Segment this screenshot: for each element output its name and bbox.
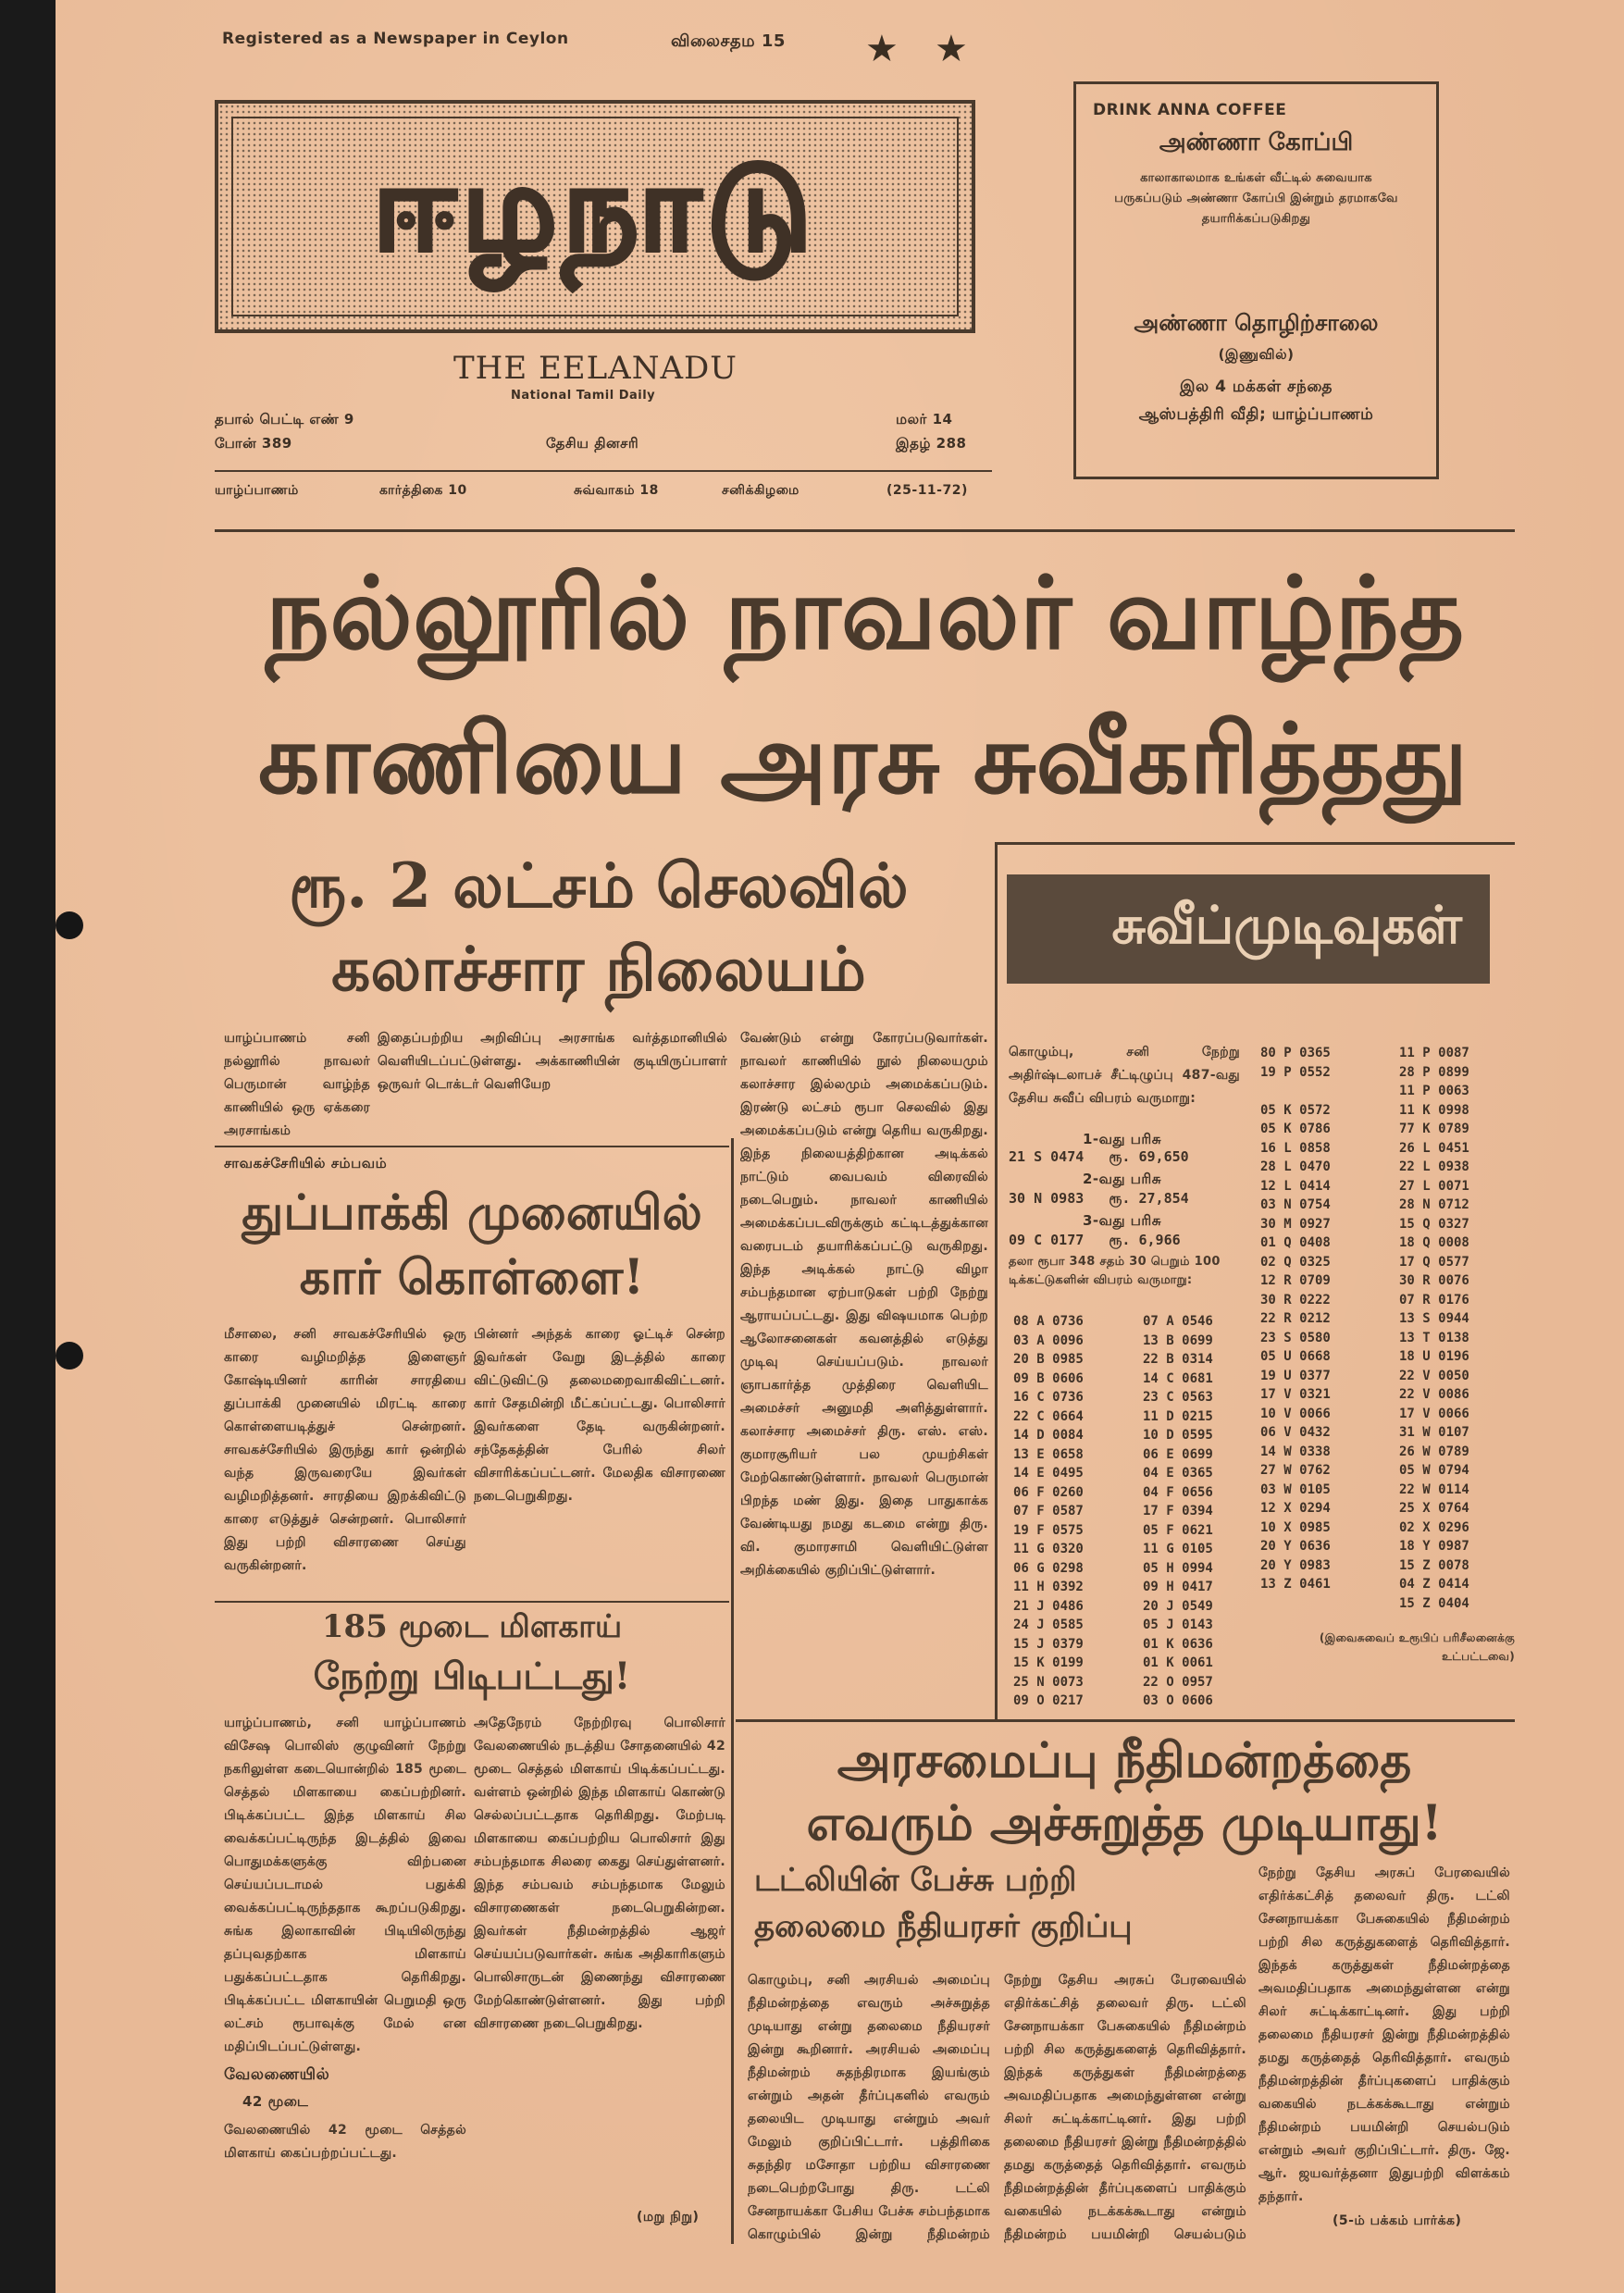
- ad-body: காலாகாலமாக உங்கள் வீட்டில் சுவையாக பருகப்படும் அண்ணா கோப்பி இன்றும் தரமாகவே தயாரிக்கப்படுகிறது: [1114, 171, 1398, 226]
- lead-story-col-3: வேண்டும் என்று கோரப்படுவார்கள். நாவலர் காணியில் நூல் நிலையமும் கலாச்சார இல்லமும் அமைக்கப்படும். இரண்டு லட்சம் ரூபா செலவில் இது அமைக்கப்படும் என்று தெரிய வருகிறது. இந்த நிலையத்திற்கான அடிக்கல் நாட்டும் வைபவம் விரைவில் நடைபெறும். நாவலர் காணியில் அமைக்கப்படவிருக்கும் கட்டிடத்துக்கான வரைபடம் தயாரிக்கப்பட்டு வருகிறது. இந்த அடிக்கல் நாட்டு விழா சம்பந்தமான ஏற்பாடுகள் பற்றி நேற்று ஆராயப்பட்டது. இது விஷயமாக பெற்ற ஆலோசனைகள் கவனத்தில் எடுத்து முடிவு செய்யப்படும். நாவலர் ஞாபகார்த்த முத்திரை வெளியிட அமைச்சர் அனுமதி அளித்துள்ளார். கலாச்சார அமைச்சர் திரு. எஸ். எஸ். குமாரசூரியர் பல முயற்சிகள் மேற்கொண்டுள்ளார். நாவலர் பெருமான் பிறந்த மண் இது. இதை பாதுகாக்க வேண்டியது நமது கடமை என்று திரு. வி. குமாரசாமி வெளியிட்டுள்ள அறிக்கையில் குறிப்பிட்டுள்ளார்.: [740, 1031, 988, 1578]
- kicker: சாவகச்சேரியில் சம்பவம்: [224, 1155, 388, 1171]
- court-story-col-1: கொழும்பு, சனி அரசியல் அமைப்பு நீதிமன்றத்தை எவரும் அச்சுறுத்த முடியாது என்று தலைமை நீதியரசர் இன்று கூறினார். அரசியல் அமைப்பு நீதிமன்றம் சுதந்திரமாக இயங்கும் என்றும் அதன் தீர்ப்புகளில் எவரும் தலையிட முடியாது என்றும் அவர் மேலும் குறிப்பிட்டார். பத்திரிகை சுதந்திர மசோதா பற்றிய விசாரணை நடைபெற்றபோது திரு. டட்லி சேனநாயக்கா பேசிய பேச்சு சம்பந்தமாக கொழும்பில் இன்று நீதிமன்றம்: [748, 1973, 990, 2242]
- chilli-subhead-2: 42 மூடை: [242, 2093, 309, 2110]
- dateline-day: சனிக்கிழமை: [722, 483, 800, 498]
- main-headline-line-2: காணியை அரசு சுவீகரித்தது: [257, 701, 1469, 815]
- main-headline-line-1: நல்லூரில் நாவலர் வாழ்ந்த: [265, 555, 1465, 672]
- lottery-footer: (இவைசுவைப் உரூபிப் பரிசீலனைக்கு உட்பட்டவை): [1319, 1631, 1515, 1663]
- chilli-story-col-2: அதேநேரம் நேற்றிரவு பொலிசார் வேலணையில் நடத்திய சோதனையில் 42 மூடை செத்தல் மிளகாய் பிடிக்கப்பட்டது. வள்ளம் ஒன்றில் இந்த மிளகாய் கொண்டு செல்லப்பட்டதாக தெரிகிறது. மேற்படி மிளகாயை கைப்பற்றிய பொலிசார் இது சம்பந்தமாக சிலரை கைது செய்துள்ளனர். இந்த சம்பவம் சம்பந்தமாக மேலும் விசாரணைகள் நடைபெறுகின்றன. இவர்கள் நீதிமன்றத்தில் ஆஜர் செய்யப்படுவார்கள். சுங்க அதிகாரிகளும் பொலிசாருடன் இணைந்து விசாரணை மேற்கொண்டுள்ளனர். இது பற்றி விசாரணை நடைபெறுகிறது.: [474, 1716, 725, 2031]
- masthead-english: THE EELANADU: [453, 350, 738, 387]
- gun-story-col-1: மீசாலை, சனி சாவகச்சேரியில் ஒரு காரை வழிமறித்த இளைஞர் கோஷ்டியினர் காரின் சாரதியை துப்பாக்கி முனையில் மிரட்டி காரை கொள்ளையடித்துச் சென்றனர். சாவகச்சேரியில் இருந்து கார் ஒன்றில் வந்த இருவரையே இவர்கள் வழிமறித்தனர். சாரதியை இறக்கிவிட்டு காரை எடுத்துச் சென்றனர். பொலிசார் இது பற்றி விசாரணை செய்து வருகின்றனர்.: [224, 1327, 466, 1573]
- ad-address-1: இல 4 மக்கள் சந்தை: [1180, 378, 1333, 396]
- chilli-story-col-1-end: வேலணையில் 42 மூடை செத்தல் மிளகாய் கைப்பற்றப்பட்டது.: [224, 2123, 466, 2161]
- ad-factory: அண்ணா தொழிற்சாலை: [1134, 310, 1379, 336]
- punch-hole: [56, 1342, 83, 1370]
- lottery-logo-text: சுவீப்முடிவுகள்: [1111, 896, 1462, 956]
- gun-story-col-2: பின்னர் அந்தக் காரை ஓட்டிச் சென்ற இவர்கள் வேறு இடத்தில் காரை விட்டுவிட்டு தலைமறைவாகிவிட்டனர். கார் சேதமின்றி மீட்கப்பட்டது. பொலிசார் இவர்களை தேடி வருகின்றனர். சந்தேகத்தின் பேரில் சிலர் விசாரிக்கப்பட்டனர். மேலதிக விசாரணை நடைபெறுகிறது.: [474, 1327, 725, 1504]
- court-sub-1: டட்லியின் பேச்சு பற்றி: [754, 1862, 1077, 1899]
- masthead-logo: [215, 100, 975, 333]
- phone: போன் 389: [215, 435, 292, 452]
- third-prize: 09 C 0177 ரூ. 6,966: [1009, 1232, 1181, 1248]
- ad-address-2: ஆஸ்பத்திரி வீதி; யாழ்ப்பாணம்: [1138, 405, 1374, 424]
- court-sub-2: தலைமை நீதியரசர் குறிப்பு: [754, 1908, 1133, 1945]
- chilli-headline-line-2: நேற்று பிடிபட்டது!: [313, 1655, 631, 1698]
- registration-note: Registered as a Newspaper in Ceylon: [222, 30, 569, 48]
- chilli-headline-line-1: 185 மூடை மிளகாய்: [321, 1608, 623, 1645]
- divider: [215, 529, 1515, 532]
- dateline-place: யாழ்ப்பாணம்: [215, 483, 299, 498]
- ad-factory-sub: (இணுவில்): [1218, 346, 1295, 363]
- divider: [995, 842, 1515, 845]
- court-headline-line-1: அரசமைப்பு நீதிமன்றத்தை: [837, 1732, 1412, 1789]
- chilli-story-col-1: யாழ்ப்பாணம், சனி யாழ்ப்பாணம் விசேஷ பொலிஸ் குழுவினர் நேற்று நகரிலுள்ள கடையொன்றில் 185 மூடை செத்தல் மிளகாயை கைப்பற்றினர். பிடிக்கப்பட்ட இந்த மிளகாய் சில வைக்கப்பட்டிருந்த இடத்தில் இவை பொதுமக்களுக்கு விற்பனை செய்யப்படாமல் பதுக்கி வைக்கப்பட்டிருந்ததாக கூறப்படுகிறது. சுங்க இலாகாவின் பிடியிலிருந்து தப்புவதற்காக மிளகாய் பதுக்கப்பட்டதாக தெரிகிறது. பிடிக்கப்பட்ட மிளகாயின் பெறுமதி ஒரு லட்சம் ரூபாவுக்கு மேல் என மதிப்பிடப்பட்டுள்ளது.: [224, 1716, 466, 2054]
- court-story-col-2a: நேற்று தேசிய அரசுப் பேரவையில் எதிர்க்கட்சித் தலைவர் திரு. டட்லி சேனநாயக்கா பேசுகையில் நீதிமன்றம் பற்றி சில கருத்துகளைத் தெரிவித்தார். இந்தக் கருத்துகள் நீதிமன்றத்தை அவமதிப்பதாக அமைந்துள்ளன என்று சிலர் சுட்டிக்காட்டினர். இது பற்றி தலைமை நீதியரசர் இன்று நீதிமன்றத்தில் தமது கருத்தைத் தெரிவித்தார். எவரும் நீதிமன்றத்தின் தீர்ப்புகளைப் பாதிக்கும் வகையில் நடக்கக்கூடாது என்றும் நீதிமன்றம் பயமின்றி செயல்படும்: [1004, 1973, 1246, 2242]
- star-icon: ★: [865, 28, 899, 70]
- results-column-a: 08 A 0736 03 A 0096 20 B 0985 09 B 0606 16 C 0736 22 C 0664 14 D 0084 13 E 0658 14 E 0495 06 F 0260 07 F 0587 19 F 0575 11 G 0320 06 G 0298 11 H 0392 21 J 0486 24 J 0585 15 J 0379 15 K 0199 25 N 0073 09 O 0217: [1013, 1314, 1084, 1708]
- star-icon: ★: [935, 28, 968, 70]
- tagline: தேசிய தினசரி: [546, 435, 639, 452]
- gun-headline-line-2: கார் கொள்ளை!: [299, 1249, 645, 1306]
- column-rule: [731, 1138, 734, 2244]
- dateline-month: கார்த்திகை 10: [379, 483, 467, 498]
- results-column-c: 80 P 0365 19 P 0552 05 K 0572 05 K 0786 16 L 0858 28 L 0470 12 L 0414 03 N 0754 30 M 0927 01 Q 0408 02 Q 0325 12 R 0709 30 R 0222 22 R 0212 23 S 0580 05 U 0668 19 U 0377 17 V 0321 10 V 0066 06 V 0432 14 W 0338 27 W 0762 03 W 0105 12 X 0294 10 X 0985 20 Y 0636 20 Y 0983 13 Z 0461: [1260, 1046, 1331, 1592]
- ad-title: அண்ணா கோப்பி: [1159, 129, 1354, 156]
- second-prize-label: 2-வது பரிசு: [1083, 1171, 1161, 1187]
- divider: [215, 1601, 729, 1603]
- court-continued: (5-ம் பக்கம் பார்க்க): [1333, 2213, 1462, 2228]
- price-label: விலைசதம 15: [671, 31, 786, 51]
- chilli-subhead: வேலணையில்: [224, 2065, 330, 2084]
- lottery-note: தலா ரூபா 348 சதம் 30 பெறும் 100 டிக்கட்டுகளின் விபரம் வருமாறு:: [1009, 1255, 1221, 1287]
- court-story-col-3: நேற்று தேசிய அரசுப் பேரவையில் எதிர்க்கட்சித் தலைவர் திரு. டட்லி சேனநாயக்கா பேசுகையில் நீதிமன்றம் பற்றி சில கருத்துகளைத் தெரிவித்தார். இந்தக் கருத்துகள் நீதிமன்றத்தை அவமதிப்பதாக அமைந்துள்ளன என்று சிலர் சுட்டிக்காட்டினர். இது பற்றி தலைமை நீதியரசர் இன்று நீதிமன்றத்தில் தமது கருத்தைத் தெரிவித்தார். எவரும் நீதிமன்றத்தின் தீர்ப்புகளைப் பாதிக்கும் வகையில் நடக்கக்கூடாது என்றும் நீதிமன்றம் பயமின்றி செயல்படும் என்றும் அவர் குறிப்பிட்டார். திரு. ஜே. ஆர். ஜயவர்த்தனா இதுபற்றி விளக்கம் தந்தார்.: [1258, 1865, 1510, 2204]
- third-prize-label: 3-வது பரிசு: [1083, 1212, 1161, 1229]
- dateline-year: சுவ்வாகம் 18: [574, 483, 659, 498]
- volume: மலர் 14: [896, 411, 953, 428]
- punch-hole: [56, 911, 83, 939]
- lottery-intro: கொழும்பு, சனி நேற்று அதிர்ஷ்டலாபச் சீட்டிழுப்பு 487-வது தேசிய சுவீப் விபரம் வருமாறு:: [1009, 1045, 1240, 1106]
- lead-story-col-2: இதைப்பற்றிய அறிவிப்பு அரசாங்க வர்த்தமானியில் வெளியிடப்பட்டுள்ளது. அக்காணியின் குடியிருப்பாளர் ஒருவர் டொக்டர் வெளியேற: [378, 1031, 727, 1092]
- masthead-subtitle: National Tamil Daily: [511, 389, 656, 403]
- lead-story-col-1: யாழ்ப்பாணம் சனி நல்லூரில் நாவலர் பெருமான் வாழ்ந்த காணியில் ஒரு ஏக்கரை அரசாங்கம்: [224, 1031, 370, 1138]
- ad-anna-coffee: [1073, 81, 1439, 479]
- second-prize: 30 N 0983 ரூ. 27,854: [1009, 1190, 1189, 1207]
- gun-headline-line-1: துப்பாக்கி முனையில்: [242, 1184, 702, 1241]
- results-column-d: 11 P 0087 28 P 0899 11 P 0063 11 K 0998 77 K 0789 26 L 0451 22 L 0938 27 L 0071 28 N 0712 15 Q 0327 18 Q 0008 17 Q 0577 30 R 0076 07 R 0176 13 S 0944 13 T 0138 18 U 0196 22 V 0050 22 V 0086 17 V 0066 31 W 0107 26 W 0789 05 W 0794 22 W 0114 25 X 0764 02 X 0296 18 Y 0987 15 Z 0078 04 Z 0414 15 Z 0404: [1399, 1046, 1469, 1611]
- postbox: தபால் பெட்டி எண் 9: [215, 411, 354, 428]
- first-prize-label: 1-வது பரிசு: [1083, 1131, 1161, 1147]
- results-column-b: 07 A 0546 13 B 0699 22 B 0314 14 C 0681 23 C 0563 11 D 0215 10 D 0595 06 E 0699 04 E 0365 04 F 0656 17 F 0394 05 F 0621 11 G 0105 05 H 0994 09 H 0417 20 J 0549 05 J 0143 01 K 0636 01 K 0061 22 O 0957 03 O 0606: [1143, 1314, 1213, 1708]
- divider: [215, 470, 992, 472]
- ad-english: DRINK ANNA COFFEE: [1093, 101, 1287, 119]
- first-prize: 21 S 0474 ரூ. 69,650: [1009, 1148, 1189, 1165]
- issue: இதழ் 288: [896, 435, 967, 452]
- divider: [736, 1719, 1515, 1722]
- sub-headline-line-1: ரூ. 2 லட்சம் செலவில்: [289, 849, 909, 922]
- court-headline-line-2: எவரும் அச்சுறுத்த முடியாது!: [806, 1795, 1443, 1852]
- divider: [215, 1146, 729, 1147]
- masthead-title: ஈழநாடு: [372, 140, 818, 278]
- column-rule: [995, 842, 998, 1721]
- chilli-continued: (மறு நிறு): [637, 2210, 700, 2225]
- dateline-date: (25-11-72): [886, 483, 968, 498]
- lottery-logo: [1007, 874, 1490, 984]
- sub-headline-line-2: கலாச்சார நிலையம்: [331, 933, 866, 1005]
